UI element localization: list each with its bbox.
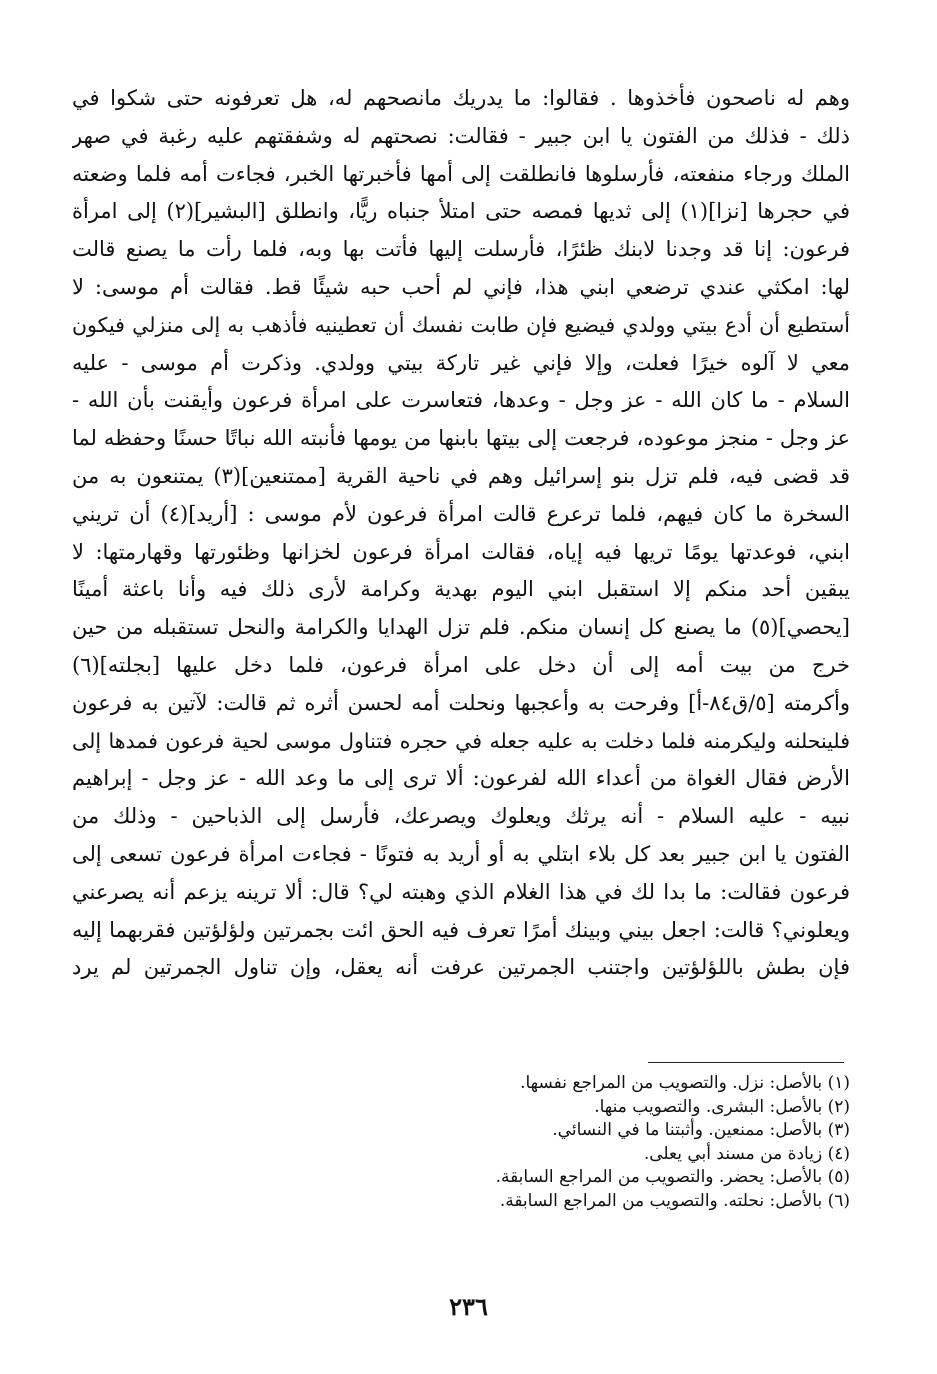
text-line-13: ابني، فوعدتها يومًا تريها فيه إياه، فقالت امرأة فرعون لخزانها وظئورتها وقهارمتها: لا [72, 539, 850, 564]
footnote-4: (٤) زيادة من مسند أبي يعلى. [643, 1143, 850, 1164]
text-line-12: السخرة ما كان فيهم، فلما ترعرع قالت امرأة فرعون لأم موسى : [أريد](٤) أن تريني [72, 501, 850, 526]
text-line-23: ويعلوني؟ قالت: اجعل بيني وبينك أمرًا تعرف فيه الحق ائت بجمرتين ولؤلؤتين فقربهما إليه [72, 917, 850, 942]
text-line-8: معي لا آلوه خيرًا فعلت، وإلا فإني غير تاركة بيتي وولدي. وذكرت أم موسى - عليه [72, 350, 850, 375]
text-line-5: فرعون: إنا قد وجدنا لابنك ظئرًا، فأرسلت إليها فأتت بها وبه، فلما رأت ما يصنع قالت [72, 237, 850, 262]
footnotes [380, 1072, 850, 1213]
text-line-21: الفتون يا ابن جبير بعد كل بلاء ابتلي به أو أريد به فتونًا - فجاءت امرأة فرعون تسعى إلى [72, 841, 850, 866]
footnote-3: (٣) بالأصل: ممنعين. وأثبتنا ما في النسائي. [552, 1120, 850, 1140]
body-text [72, 80, 850, 987]
text-line-11: قد قضى فيه، فلم تزل بنو إسرائيل وهم في ناحية القرية [ممتنعين](٣) يمتنعون به من [72, 463, 850, 488]
text-line-24: فإن بطش باللؤلؤتين واجتنب الجمرتين عرفت أنه يعقل، وإن تناول الجمرتين لم يرد [72, 955, 850, 980]
text-line-2: ذلك - فذلك من الفتون يا ابن جبير - فقالت: نصحتهم له وشفقتهم عليه رغبة في صهر [72, 123, 850, 148]
text-line-3: الملك ورجاء منفعته، فأرسلوها فانطلقت إلى أمها فأخبرتها الخبر، فجاءت أمه فلما وضعته [72, 161, 850, 186]
footnote-2: (٢) بالأصل: البشرى. والتصويب منها. [594, 1096, 850, 1117]
text-line-1: وهم له ناصحون فأخذوها . فقالوا: ما يدريك مانصحهم له، هل تعرفونه حتى شكوا في [72, 86, 850, 110]
text-line-14: يبقين أحد منكم إلا استقبل ابني اليوم بهدية وكرامة لأرى ذلك فيه وأنا باعثة أمينًا [72, 577, 850, 602]
text-line-6: لها: امكثي عندي ترضعي ابني هذا، فإني لم أحب حبه شيئًا قط. فقالت أم موسى: لا [72, 274, 850, 299]
footnote-1: (١) بالأصل: نزل. والتصويب من المراجع نفسها. [520, 1073, 850, 1093]
text-line-7: أستطيع أن أدع بيتي وولدي فيضيع فإن طابت نفسك أن تعطينيه فأذهب به إلى منزلي فيكون [72, 312, 850, 337]
text-line-18: فلينحلنه وليكرمنه فلما دخلت به عليه جعله في حجره فتناول موسى لحية فرعون فمدها إلى [72, 728, 850, 753]
text-line-9: السلام - ما كان الله - عز وجل - وعدها، فتعاسرت على امرأة فرعون وأيقنت بأن الله - [72, 388, 850, 413]
text-line-22: فرعون فقالت: ما بدا لك في هذا الغلام الذي وهبته لي؟ قال: ألا ترينه يزعم أنه يصرعني [72, 879, 850, 904]
footnote-separator [648, 1062, 844, 1063]
text-line-15: [يحصي](٥) ما يصنع كل إنسان منكم. فلم تزل الهدايا والكرامة والنحل تستقبله من حين [72, 615, 850, 640]
page-number: ٢٣٦ [449, 1292, 488, 1321]
text-line-10: عز وجل - منجز موعوده، فرجعت إلى بيتها بابنها من يومها فأنبته الله نباتًا حسنًا وحفظه لما [72, 426, 850, 451]
footnote-6: (٦) بالأصل: نحلته. والتصويب من المراجع السابقة. [499, 1190, 850, 1211]
text-line-17: وأكرمته [٥/ق٨٤-أ] وفرحت به وأعجبها ونحلت أمه لحسن أثره ثم قالت: لآتين به فرعون [72, 690, 850, 715]
text-line-4: في حجرها [نزا](١) إلى ثديها فمصه حتى امتلأ جنباه ريًّا، وانطلق [البشير](٢) إلى امرأة [72, 199, 850, 224]
footnote-5: (٥) بالأصل: يحضر. والتصويب من المراجع السابقة. [495, 1167, 850, 1187]
text-line-16: خرج من بيت أمه إلى أن دخل على امرأة فرعون، فلما دخل عليها [بجلته](٦) [72, 652, 850, 677]
text-line-20: نبيه - عليه السلام - أنه يرثك ويعلوك ويصرعك، فأرسل إلى الذباحين - وذلك من [72, 804, 850, 829]
text-line-19: الأرض فقال الغواة من أعداء الله لفرعون: ألا ترى إلى ما وعد الله - عز وجل - إبراهيم [72, 766, 850, 791]
